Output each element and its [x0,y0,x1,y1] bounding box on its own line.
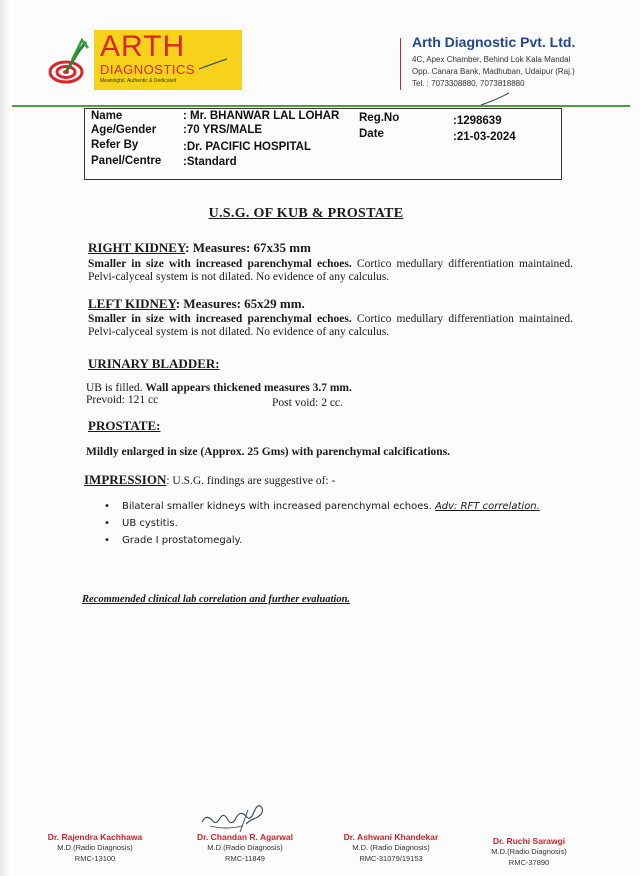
doctor-name: Dr. Ashwani Khandekar [343,832,439,842]
company-divider [400,38,401,90]
impression-item [104,500,574,514]
reg-value: :1298639 [453,115,502,127]
left-kidney-label: LEFT KIDNEY [88,296,176,311]
header-divider [12,105,630,107]
impression-item [104,534,574,548]
impression-advice: Adv: RFT correlation. [434,501,540,512]
right-kidney-label: RIGHT KIDNEY [88,240,186,255]
right-kidney-measure: : Measures: 67x35 mm [185,240,311,255]
doctor-card [180,832,310,863]
doctor-rmc: RMC-31079/19153 [359,854,423,863]
impression-heading [84,472,335,488]
name-label: Name [91,110,123,122]
doctor-rmc: RMC-37890 [508,858,550,867]
pen-mark [480,92,510,106]
refer-value: :Dr. PACIFIC HOSPITAL [183,141,311,153]
report-title: U.S.G. OF KUB & PROSTATE [208,206,404,221]
recommendation-note: Recommended clinical lab correlation and further evaluation. [82,594,351,605]
doctor-card [30,832,160,863]
bullet-icon: • [104,535,110,546]
doctor-name: Dr. Rajendra Kachhawa [47,832,143,842]
doctor-name: Dr. Ruchi Sarawgi [492,836,566,846]
age-value: :70 YRS/MALE [183,124,263,136]
logo-brand: ARTH [100,30,186,63]
impression-list [104,500,574,551]
bladder-line1 [86,382,352,394]
postvoid-value: Post void: 2 cc. [272,397,343,409]
address-line: Opp. Canara Bank, Madhuban, Udaipur (Raj.) [412,67,575,76]
right-kidney-rest: Cortico medullary differentiation maintained. Pelvi-calyceal system is not dilated. No evidence of any calculus. [88,258,573,283]
left-kidney-text [88,313,573,339]
doctor-card [464,836,594,867]
refer-label: Refer By [91,139,139,151]
doctor-rmc: RMC-13100 [74,854,116,863]
prostate-label: PROSTATE: [88,418,161,433]
doctor-card [326,832,456,863]
target-logo-icon [48,38,98,88]
right-kidney-bold: Smaller in size with increased parenchymal echoes. [88,258,352,270]
page-edge-shadow [0,0,10,876]
doctor-degree: M.D. (Radio Diagnosis) [352,843,430,852]
impression-text: UB cystitis. [122,518,178,529]
prevoid-value: Prevoid: 121 cc [86,394,159,406]
bullet-icon: • [104,518,110,529]
doctor-degree: M.D.(Radio Diagnosis) [57,843,133,852]
left-kidney-rest: Cortico medullary differentiation maintained. Pelvi-calyceal system is not dilated. No evidence of any calculus. [88,313,573,338]
bladder-heading [88,356,220,372]
company-address [412,54,575,90]
company-phone: Tel. : 7073308880, 7073818880 [412,79,525,88]
prostate-heading [88,418,160,434]
left-kidney-measure: : Measures: 65x29 mm. [175,296,305,311]
left-kidney-bold: Smaller in size with increased parenchymal echoes. [88,313,352,325]
impression-text: Grade I prostatomegaly. [122,535,243,546]
impression-label: IMPRESSION [84,472,167,487]
bladder-label: URINARY BLADDER: [88,356,220,371]
prostate-text: Mildly enlarged in size (Approx. 25 Gms) with parenchymal calcifications. [86,446,451,458]
doctor-degree: M.D.(Radio Diagnosis) [207,843,283,852]
bullet-icon: • [104,501,110,512]
impression-text: Bilateral smaller kidneys with increased parenchymal echoes. [122,501,432,512]
patient-info-box [84,108,562,180]
bladder-plain: UB is filled. [86,382,146,394]
address-line: 4C, Apex Chamber, Behind Lok Kala Mandal [412,55,571,64]
bladder-bold: Wall appears thickened measures 3.7 mm. [145,382,352,394]
logo-sub: DIAGNOSTICS [100,62,196,77]
date-value: :21-03-2024 [453,131,516,143]
company-name: Arth Diagnostic Pvt. Ltd. [412,34,576,50]
logo-tagline: Meaningful, Authentic & Dedicated [100,78,177,84]
pen-mark [198,58,228,70]
date-label: Date [359,128,384,140]
impression-intro: : U.S.G. findings are suggestive of: - [166,475,336,487]
right-kidney-text [88,258,573,284]
doctor-degree: M.D.(Radio Diagnosis) [491,847,567,856]
doctor-rmc: RMC-11849 [225,854,265,863]
panel-label: Panel/Centre [91,155,162,167]
reg-label: Reg.No [359,112,400,124]
name-value: : Mr. BHANWAR LAL LOHAR [183,110,340,122]
doctor-name: Dr. Chandan R. Agarwal [196,832,294,842]
right-kidney-heading [88,240,311,256]
panel-value: :Standard [183,156,237,168]
impression-item [104,517,574,531]
age-label: Age/Gender [91,124,157,136]
arth-logo [48,30,198,94]
left-kidney-heading [88,296,305,312]
